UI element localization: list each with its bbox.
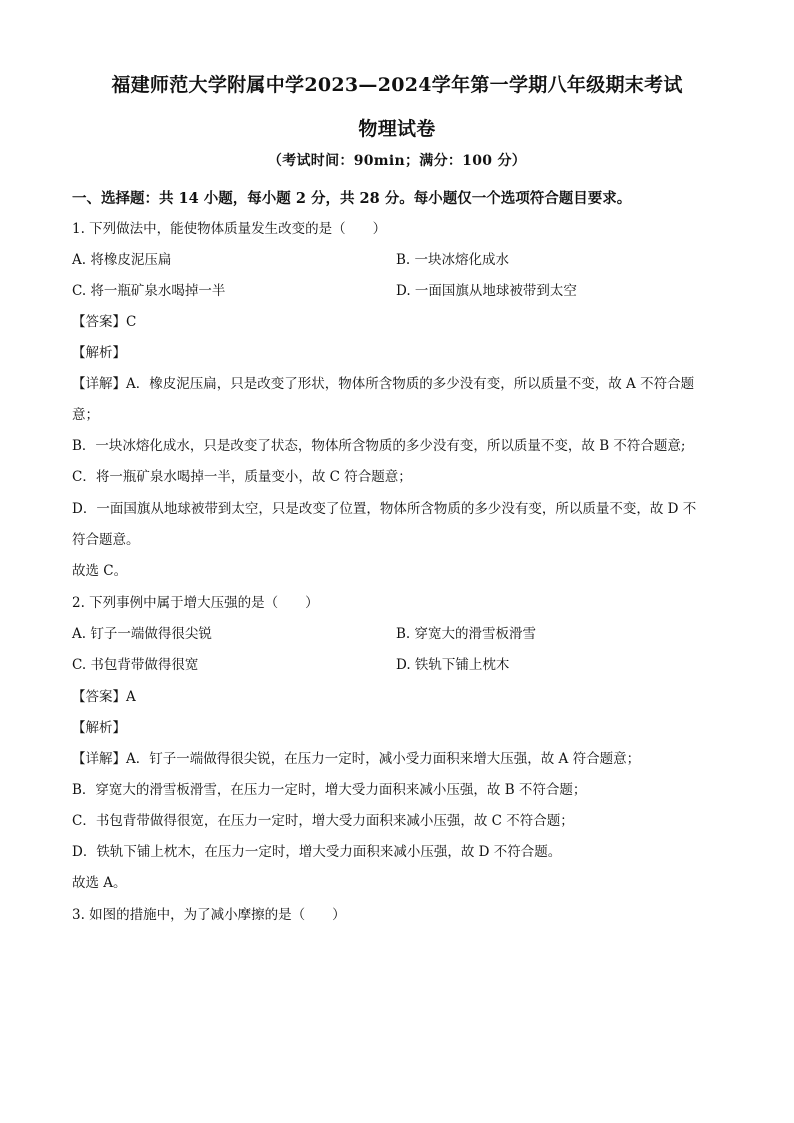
question-2-answer: 【答案】A (72, 689, 136, 705)
exam-title: 福建师范大学附属中学2023—2024学年第一学期八年级期末考试 (111, 74, 683, 96)
question-2-detail-line: D．铁轨下铺上枕木，在压力一定时，增大受力面积来减小压强，故 D 不符合题。 (72, 844, 562, 860)
question-2-conclusion: 故选 A。 (72, 875, 127, 891)
question-1-analysis-label: 【解析】 (72, 345, 126, 361)
question-2-stem: 2. 下列事例中属于增大压强的是（ ） (72, 595, 319, 611)
question-1-conclusion: 故选 C。 (72, 563, 128, 579)
question-1-detail-line: 意； (72, 407, 99, 423)
question-2-detail-line: C．书包背带做得很宽，在压力一定时，增大受力面积来减小压强，故 C 不符合题； (72, 813, 574, 829)
question-1-detail-line: 符合题意。 (72, 532, 140, 548)
question-3-stem: 3. 如图的措施中，为了减小摩擦的是（ ） (72, 907, 346, 923)
exam-info: （考试时间：90min；满分：100 分） (267, 153, 527, 169)
question-1-detail-line: B．一块冰熔化成水，只是改变了状态，物体所含物质的多少没有变，所以质量不变，故 B 不符合题意; (72, 438, 686, 454)
question-1-detail-line: D．一面国旗从地球被带到太空，只是改变了位置，物体所含物质的多少没有变，所以质量不变，故 D 不 (72, 501, 697, 517)
question-1-detail-line: C．将一瓶矿泉水喝掉一半，质量变小，故 C 符合题意； (72, 469, 412, 485)
question-1-option-c: C. 将一瓶矿泉水喝掉一半 (72, 283, 226, 299)
question-1-detail-line: 【详解】A．橡皮泥压扁，只是改变了形状，物体所含物质的多少没有变，所以质量不变，故 A 不符合题 (72, 376, 695, 392)
exam-subtitle: 物理试卷 (358, 118, 436, 140)
question-2-option-b: B. 穿宽大的滑雪板滑雪 (396, 626, 537, 642)
question-2-detail-line: B．穿宽大的滑雪板滑雪，在压力一定时，增大受力面积来减小压强，故 B 不符合题； (72, 782, 587, 798)
question-2-option-d: D. 铁轨下铺上枕木 (396, 657, 510, 673)
question-1-answer: 【答案】C (72, 314, 137, 330)
question-2-option-c: C. 书包背带做得很宽 (72, 657, 199, 673)
question-1-option-b: B. 一块冰熔化成水 (396, 252, 510, 268)
question-2-option-a: A. 钉子一端做得很尖锐 (72, 626, 212, 642)
question-1-option-d: D. 一面国旗从地球被带到太空 (396, 283, 577, 299)
question-2-analysis-label: 【解析】 (72, 720, 126, 736)
question-1-option-a: A. 将橡皮泥压扁 (72, 252, 172, 268)
section-heading: 一、选择题：共 14 小题，每小题 2 分，共 28 分。每小题仅一个选项符合题目要求。 (72, 190, 632, 207)
question-2-detail-line: 【详解】A．钉子一端做得很尖锐，在压力一定时，减小受力面积来增大压强，故 A 符合题意； (72, 751, 641, 767)
question-1-stem: 1. 下列做法中，能使物体质量发生改变的是（ ） (72, 221, 387, 237)
